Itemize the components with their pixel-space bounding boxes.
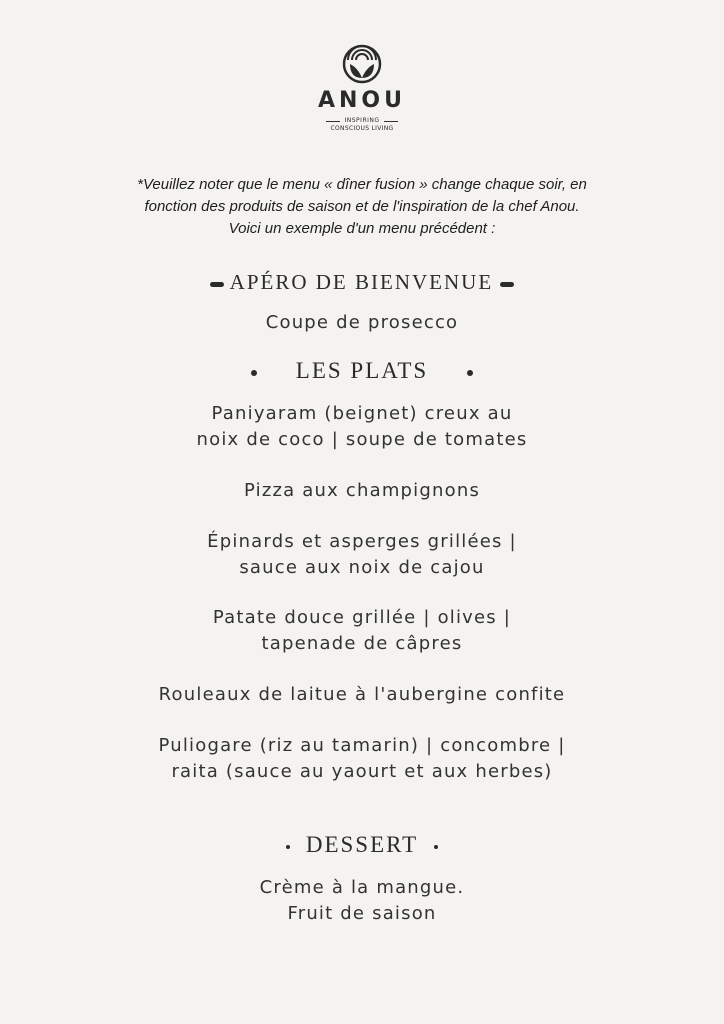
menu-item — [0, 529, 724, 581]
item-line: Patate douce grillée | olives | — [212, 607, 512, 628]
heading-dot-right — [434, 845, 438, 849]
tagline-rule-right — [384, 121, 398, 122]
heading-dot-left — [251, 370, 257, 376]
heading-title: LES PLATS — [295, 358, 429, 383]
section-heading-aperitif — [0, 270, 724, 295]
menu-item — [0, 310, 724, 336]
menu-item — [0, 478, 724, 504]
heading-dash-left — [210, 282, 224, 287]
section-heading-dessert — [0, 832, 724, 858]
menu-item — [0, 401, 724, 453]
note-line-3: Voici un exemple d'un menu précédent : — [228, 220, 496, 237]
item-line: Fruit de saison — [287, 903, 437, 924]
item-line: sauce aux noix de cajou — [239, 557, 485, 578]
menu-item — [0, 682, 724, 708]
item-line: Pizza aux champignons — [243, 480, 481, 501]
leaf-logo-icon — [342, 44, 382, 84]
menu-item — [0, 605, 724, 657]
brand-name: ANOU — [317, 88, 406, 113]
note-line-1: *Veuillez noter que le menu « dîner fusion » change chaque soir, en — [137, 176, 587, 193]
item-line: Puliogare (riz au tamarin) | concombre | — [158, 735, 566, 756]
menu-item — [0, 733, 724, 785]
item-line: Épinards et asperges grillées | — [207, 531, 517, 552]
note-line-2: fonction des produits de saison et de l'inspiration de la chef Anou. — [144, 198, 580, 215]
tagline-rule-left — [326, 121, 340, 122]
item-line: noix de coco | soupe de tomates — [196, 429, 528, 450]
menu-item — [0, 875, 724, 927]
item-line: raita (sauce au yaourt et aux herbes) — [171, 761, 553, 782]
logo — [0, 44, 724, 133]
item-line: tapenade de câpres — [261, 633, 463, 654]
tagline-2: CONSCIOUS LIVING — [330, 125, 394, 132]
item-line: Crème à la mangue. — [259, 877, 465, 898]
heading-title: APÉRO DE BIENVENUE — [229, 270, 494, 294]
menu-note — [60, 174, 664, 240]
tagline-1: INSPIRING — [344, 117, 380, 124]
section-heading-plats — [0, 358, 724, 384]
item-line: Rouleaux de laitue à l'aubergine confite — [158, 684, 566, 705]
heading-dot-left — [286, 845, 290, 849]
heading-dash-right — [500, 282, 514, 287]
heading-dot-right — [467, 370, 473, 376]
item-line: Paniyaram (beignet) creux au — [211, 403, 513, 424]
item-line: Coupe de prosecco — [265, 312, 459, 333]
tagline-row — [0, 117, 724, 125]
heading-title: DESSERT — [305, 832, 419, 857]
